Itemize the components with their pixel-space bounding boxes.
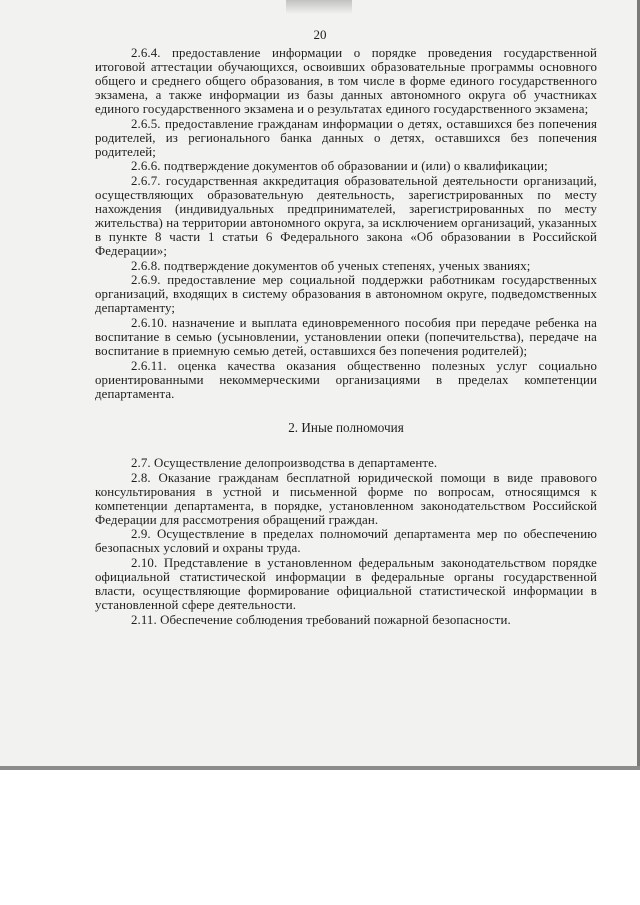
page-number: 20 xyxy=(313,27,327,42)
scan-smudge xyxy=(286,0,352,14)
item-2-6-9: 2.6.9. предоставление мер социальной поддержки работникам государственных организаций, входящих в систему образования в автономном округе, подведомственных департаменту; xyxy=(95,273,597,316)
item-2-6-5: 2.6.5. предоставление гражданам информации о детях, оставшихся без попечения родителей, из регионального банка данных о детях, оставшихся без попечения родителей; xyxy=(95,116,597,159)
item-2-6-6: 2.6.6. подтверждение документов об образовании и (или) о квалификации; xyxy=(131,159,548,174)
document-body xyxy=(95,46,597,627)
item-2-7: 2.7. Осуществление делопроизводства в департаменте. xyxy=(131,456,438,471)
item-2-11: 2.11. Обеспечение соблюдения требований пожарной безопасности. xyxy=(131,612,511,627)
item-2-10: 2.10. Представление в установленном федеральным законодательством порядке официальной статистической информации в федеральные органы государственной власти, осуществляющие формирование официальной статистической информации в установленной сфере деятельности. xyxy=(95,556,597,613)
item-2-6-8: 2.6.8. подтверждение документов об ученых степенях, ученых званиях; xyxy=(131,258,531,273)
item-2-6-11: 2.6.11. оценка качества оказания общественно полезных услуг социально ориентированными некоммерческими организациями в пределах компетенции департамента. xyxy=(95,358,597,401)
item-2-9: 2.9. Осуществление в пределах полномочий департамента мер по обеспечению безопасных условий и охраны труда. xyxy=(95,527,597,556)
item-2-6-10: 2.6.10. назначение и выплата единовременного пособия при передаче ребенка на воспитание в семью (усыновлении, установлении опеки (попечительства), передаче на воспитание в приемную семью детей, оставшихся без попечения родителей); xyxy=(95,315,597,358)
section-title-other-powers: 2. Иные полномочия xyxy=(288,419,404,435)
item-2-6-4: 2.6.4. предоставление информации о порядке проведения государственной итоговой аттестации обучающихся, освоивших образовательные программы основного общего и среднего общего образования, в том числе в форме единого государственного экзамена, а также информации из базы данных автономного округа об участниках единого государственного экзамена и о результатах единого государственного экзамена; xyxy=(95,46,597,117)
page-bottom-edge xyxy=(0,766,640,770)
item-2-6-7: 2.6.7. государственная аккредитация образовательной деятельности организаций, осуществляющих образовательную деятельность, зарегистрированных по месту нахождения (индивидуальных предпринимателей, зарегистрированных по месту жительства) на территории автономного округа, за исключением организаций, указанных в пункте 8 части 1 статьи 6 Федерального закона «Об образовании в Российской Федерации»; xyxy=(95,173,597,259)
item-2-8: 2.8. Оказание гражданам бесплатной юридической помощи в виде правового консультирования в устной и письменной форме по вопросам, относящимся к компетенции департамента, в порядке, установленном законодательством Российской Федерации для рассмотрения обращений граждан. xyxy=(95,470,597,527)
